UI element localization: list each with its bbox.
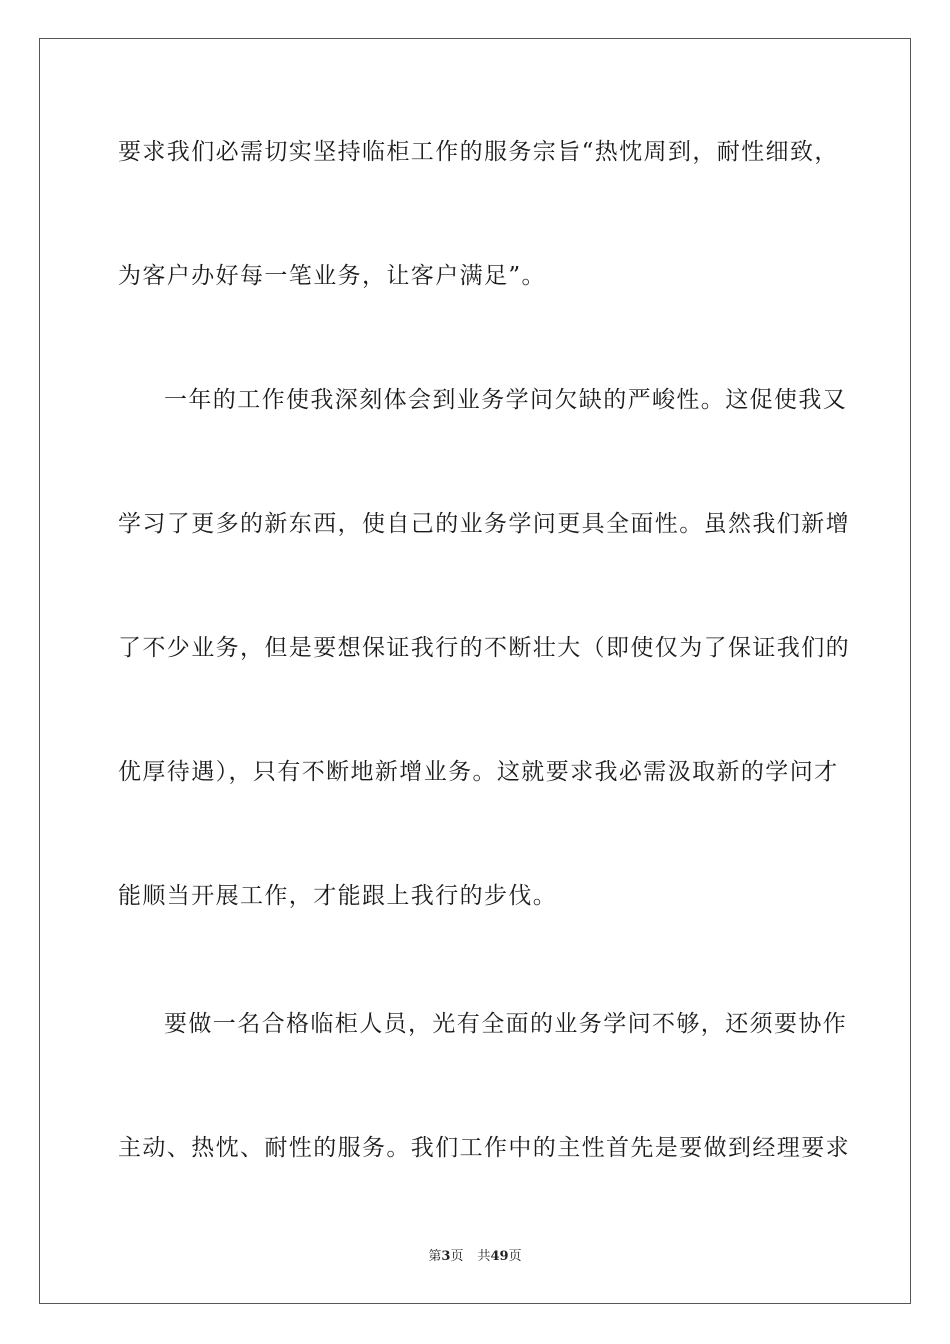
page-number: 3 [441,1249,451,1264]
text-line-8: 要做一名合格临柜人员，光有全面的业务学问不够，还须要协作 [164,1011,848,1037]
page-prefix: 第 [428,1249,442,1264]
text-line-4: 学习了更多的新东西，使自己的业务学问更具全面性。虽然我们新增 [118,511,850,537]
text-line-7: 能顺当开展工作，才能跟上我行的步伐。 [118,883,558,909]
total-suffix: 页 [508,1249,522,1264]
total-pages: 49 [490,1249,509,1264]
text-line-1: 要求我们必需切实坚持临柜工作的服务宗旨“热忱周到，耐性细致， [118,139,839,165]
total-prefix: 共 [477,1249,491,1264]
text-line-6: 优厚待遇），只有不断地新增业务。这就要求我必需汲取新的学问才 [118,759,839,785]
text-line-3: 一年的工作使我深刻体会到业务学问欠缺的严峻性。这促使我又 [164,387,848,413]
text-line-2: 为客户办好每一笔业务，让客户满足”。 [118,263,546,289]
text-line-9: 主动、热忱、耐性的服务。我们工作中的主性首先是要做到经理要求 [118,1135,850,1161]
page-footer [0,1248,950,1266]
page-border [39,38,911,1304]
text-line-5: 了不少业务，但是要想保证我行的不断壮大（即使仅为了保证我们的 [118,635,850,661]
page-suffix: 页 [450,1249,464,1264]
